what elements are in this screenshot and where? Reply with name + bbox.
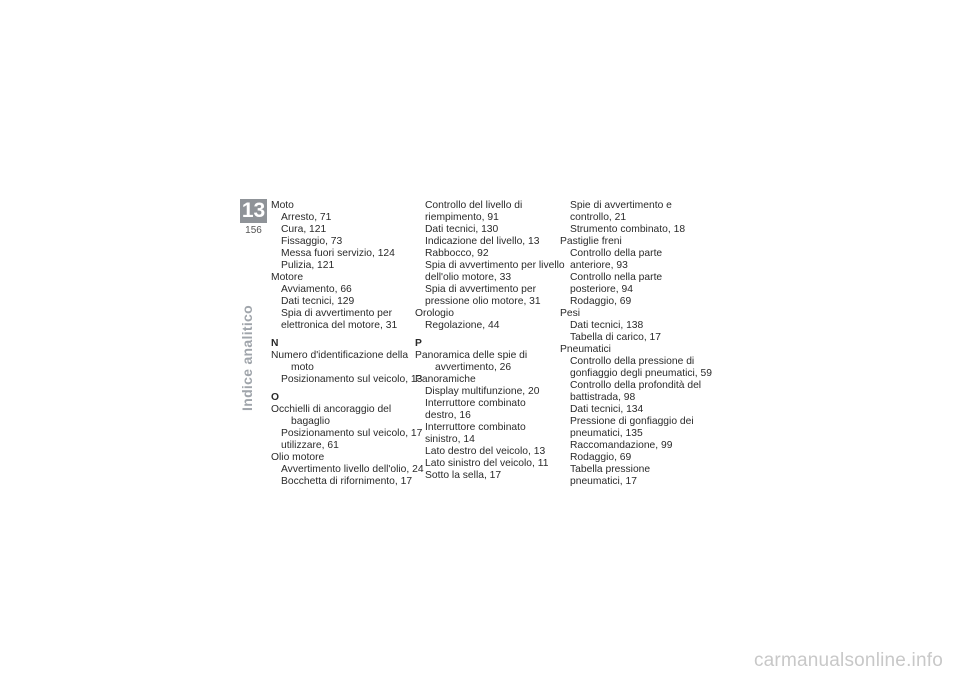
index-continuation: bagaglio <box>291 416 330 427</box>
index-continuation: avvertimento, 26 <box>435 362 512 373</box>
index-column-3 <box>560 200 712 488</box>
index-term: Occhielli di ancoraggio del <box>271 404 392 415</box>
index-subentry: Interruttore combinato <box>425 398 526 409</box>
index-subentry: Messa fuori servizio, 124 <box>281 248 395 259</box>
index-subentry: Raccomandazione, 99 <box>570 440 673 451</box>
index-subentry: Posizionamento sul veicolo, 13 <box>281 374 423 385</box>
index-subentry: Spia di avvertimento per <box>425 284 537 295</box>
index-subentry: Spia di avvertimento per <box>281 308 393 319</box>
index-subentry: destro, 16 <box>425 410 471 421</box>
index-column-1 <box>271 200 424 488</box>
index-subentry: Controllo della parte <box>570 248 663 259</box>
index-term: Pastiglie freni <box>560 236 622 247</box>
index-term: Panoramica delle spie di <box>415 350 528 361</box>
index-subentry: Indicazione del livello, 13 <box>425 236 540 247</box>
index-subentry: Pulizia, 121 <box>281 260 335 271</box>
index-continuation: moto <box>291 362 314 373</box>
index-subentry: Rodaggio, 69 <box>570 296 632 307</box>
index-subentry: Display multifunzione, 20 <box>425 386 540 397</box>
index-subentry: gonfiaggio degli pneumatici, 59 <box>570 368 712 379</box>
index-subentry: Controllo della pressione di <box>570 356 695 367</box>
index-subentry: Bocchetta di rifornimento, 17 <box>281 476 413 487</box>
index-subentry: Dati tecnici, 138 <box>570 320 644 331</box>
index-subentry: riempimento, 91 <box>425 212 499 223</box>
index-letter-heading: N <box>271 338 279 349</box>
index-subentry: Sotto la sella, 17 <box>425 470 502 481</box>
index-subentry: Lato sinistro del veicolo, 11 <box>425 458 549 469</box>
section-title-vertical: Indice analitico <box>239 305 255 411</box>
index-subentry: Strumento combinato, 18 <box>570 224 686 235</box>
index-column-2 <box>415 200 565 482</box>
index-subentry: posteriore, 94 <box>570 284 633 295</box>
index-subentry: Avviamento, 66 <box>281 284 352 295</box>
chapter-tab <box>240 199 267 237</box>
chapter-number: 13 <box>241 199 266 222</box>
index-subentry: Tabella pressione <box>570 464 651 475</box>
index-letter-heading: O <box>271 392 280 403</box>
index-subentry: Cura, 121 <box>281 224 327 235</box>
index-term: Moto <box>271 200 294 211</box>
index-subentry: Spia di avvertimento per livello <box>425 260 565 271</box>
index-subentry: Dati tecnici, 130 <box>425 224 499 235</box>
index-term: Pneumatici <box>560 344 611 355</box>
index-term: Motore <box>271 272 304 283</box>
index-subentry: Controllo della profondità del <box>570 380 702 391</box>
index-subentry: Interruttore combinato <box>425 422 526 433</box>
index-term: Numero d'identificazione della <box>271 350 409 361</box>
index-subentry: Tabella di carico, 17 <box>570 332 662 343</box>
index-letter-heading: P <box>415 338 422 349</box>
index-subentry: Dati tecnici, 134 <box>570 404 644 415</box>
index-subentry: elettronica del motore, 31 <box>281 320 398 331</box>
index-subentry: utilizzare, 61 <box>281 440 339 451</box>
index-term: Orologio <box>415 308 454 319</box>
index-subentry: sinistro, 14 <box>425 434 475 445</box>
index-subentry: Fissaggio, 73 <box>281 236 343 247</box>
index-subentry: pneumatici, 135 <box>570 428 643 439</box>
index-term: Pesi <box>560 308 581 319</box>
watermark: carmanualsonline.info <box>753 650 943 671</box>
index-subentry: anteriore, 93 <box>570 260 628 271</box>
index-term: Olio motore <box>271 452 325 463</box>
index-subentry: Avvertimento livello dell'olio, 24 <box>281 464 424 475</box>
index-subentry: Rodaggio, 69 <box>570 452 632 463</box>
index-subentry: Rabbocco, 92 <box>425 248 489 259</box>
index-subentry: Spie di avvertimento e <box>570 200 672 211</box>
index-subentry: Posizionamento sul veicolo, 17 <box>281 428 423 439</box>
index-subentry: Dati tecnici, 129 <box>281 296 355 307</box>
index-term: Panoramiche <box>415 374 476 385</box>
index-subentry: dell'olio motore, 33 <box>425 272 512 283</box>
index-subentry: Arresto, 71 <box>281 212 332 223</box>
index-subentry: battistrada, 98 <box>570 392 636 403</box>
index-subentry: Pressione di gonfiaggio dei <box>570 416 694 427</box>
index-subentry: Lato destro del veicolo, 13 <box>425 446 546 457</box>
page-number: 156 <box>240 223 267 237</box>
index-subentry: Regolazione, 44 <box>425 320 500 331</box>
index-subentry: controllo, 21 <box>570 212 627 223</box>
index-subentry: Controllo nella parte <box>570 272 663 283</box>
index-subentry: pneumatici, 17 <box>570 476 637 487</box>
index-subentry: pressione olio motore, 31 <box>425 296 541 307</box>
index-subentry: Controllo del livello di <box>425 200 523 211</box>
